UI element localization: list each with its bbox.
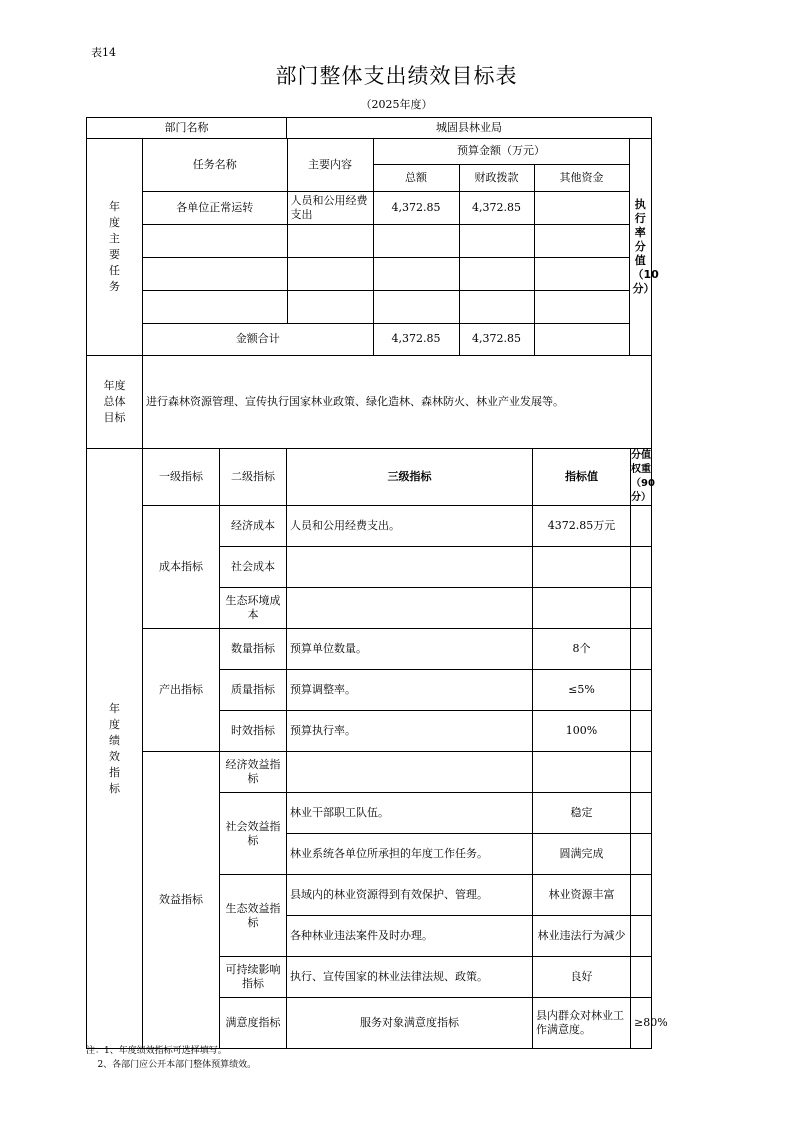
fiscal-year: （2025年度） [360, 98, 433, 111]
sum-total: 4,372.85 [373, 323, 459, 355]
benefit-indicator: 效益指标 [143, 752, 220, 1049]
task-name-header: 任务名称 [143, 139, 287, 191]
eco-env-cost: 生态环境成本 [220, 588, 287, 629]
social-cost: 社会成本 [220, 547, 287, 588]
page-title: 部门整体支出绩效目标表 [275, 64, 518, 88]
social-value-1: 稳定 [533, 793, 631, 834]
empty-cell [459, 224, 534, 257]
footnote: 注：1、年度绩效指标可选择填写。 [86, 1046, 227, 1056]
value-header: 指标值 [533, 449, 631, 506]
empty-cell [287, 547, 533, 588]
eco-benefit: 生态效益指标 [220, 875, 287, 957]
economic-cost-item: 人员和公用经费支出。 [287, 506, 533, 547]
dept-name: 城固县林业局 [287, 118, 652, 139]
other-header: 其他资金 [534, 164, 629, 191]
eco-item-2: 各种林业违法案件及时办理。 [287, 916, 533, 957]
footnotes [86, 1044, 256, 1072]
weight-cell [631, 506, 652, 547]
budget-header: 预算金额（万元） [373, 139, 629, 164]
weight-cell [631, 793, 652, 834]
level2-header: 二级指标 [220, 449, 287, 506]
weight-cell [631, 547, 652, 588]
empty-cell [287, 290, 373, 323]
level1-header: 一级指标 [143, 449, 220, 506]
overall-goal-label: 年度总体目标 [87, 356, 143, 449]
indicators-row-label: 年度绩效指标 [87, 449, 143, 1049]
content-header: 主要内容 [287, 139, 373, 191]
sum-other [534, 323, 629, 355]
empty-cell [534, 257, 629, 290]
weight-cell [631, 670, 652, 711]
weight-cell [631, 588, 652, 629]
sustainability-indicator: 可持续影响指标 [220, 957, 287, 998]
weight-cell [631, 834, 652, 875]
economic-benefit: 经济效益指标 [220, 752, 287, 793]
empty-cell [534, 290, 629, 323]
task-content: 人员和公用经费支出 [287, 191, 373, 224]
empty-cell [373, 290, 459, 323]
empty-cell [287, 588, 533, 629]
weight-cell [631, 752, 652, 793]
level3-header: 三级指标 [287, 449, 533, 506]
quantity-item: 预算单位数量。 [287, 629, 533, 670]
satisfaction-item: 县内群众对林业工作满意度。 [533, 998, 631, 1049]
timeliness-value: 100% [533, 711, 631, 752]
quantity-indicator: 数量指标 [220, 629, 287, 670]
performance-target-table [86, 117, 668, 1049]
dept-label: 部门名称 [87, 118, 287, 139]
empty-cell [459, 290, 534, 323]
social-item-1: 林业干部职工队伍。 [287, 793, 533, 834]
eco-item-1: 县域内的林业资源得到有效保护、管理。 [287, 875, 533, 916]
empty-cell [533, 752, 631, 793]
weight-cell [631, 875, 652, 916]
empty-cell [533, 588, 631, 629]
task-other [534, 191, 629, 224]
eco-value-2: 林业违法行为减少 [533, 916, 631, 957]
empty-cell [287, 224, 373, 257]
empty-cell [459, 257, 534, 290]
task-total: 4,372.85 [373, 191, 459, 224]
satisfaction-indicator: 满意度指标 [220, 998, 287, 1049]
empty-cell [373, 257, 459, 290]
task-fiscal: 4,372.85 [459, 191, 534, 224]
weight-header: 分值权重（90分） [631, 449, 652, 506]
service-satisfaction: 服务对象满意度指标 [287, 998, 533, 1049]
social-benefit: 社会效益指标 [220, 793, 287, 875]
economic-cost: 经济成本 [220, 506, 287, 547]
timeliness-indicator: 时效指标 [220, 711, 287, 752]
empty-cell [143, 290, 287, 323]
tasks-row-label: 年 度 主 要 任 务 [87, 139, 143, 356]
timeliness-item: 预算执行率。 [287, 711, 533, 752]
cost-indicator: 成本指标 [143, 506, 220, 629]
table-number: 表14 [91, 46, 116, 59]
sustainability-item: 执行、宣传国家的林业法律法规、政策。 [287, 957, 533, 998]
weight-cell [631, 916, 652, 957]
empty-cell [143, 224, 287, 257]
quality-item: 预算调整率。 [287, 670, 533, 711]
empty-cell [143, 257, 287, 290]
sum-label: 金额合计 [143, 323, 373, 355]
rate-score-label: 执行率分值（10分） [629, 139, 651, 355]
task-name: 各单位正常运转 [143, 191, 287, 224]
fiscal-header: 财政拨款 [459, 164, 534, 191]
total-header: 总额 [373, 164, 459, 191]
empty-cell [287, 752, 533, 793]
empty-cell [287, 257, 373, 290]
sum-fiscal: 4,372.85 [459, 323, 534, 355]
empty-cell [533, 547, 631, 588]
empty-cell [534, 224, 629, 257]
empty-cell [373, 224, 459, 257]
weight-cell [631, 629, 652, 670]
quantity-value: 8个 [533, 629, 631, 670]
weight-cell [631, 957, 652, 998]
quality-indicator: 质量指标 [220, 670, 287, 711]
social-value-2: 圆满完成 [533, 834, 631, 875]
quality-value: ≤5% [533, 670, 631, 711]
eco-value-1: 林业资源丰富 [533, 875, 631, 916]
footnote: 2、各部门应公开本部门整体预算绩效。 [86, 1060, 257, 1070]
output-indicator: 产出指标 [143, 629, 220, 752]
overall-goal-text: 进行森林资源管理、宣传执行国家林业政策、绿化造林、森林防火、林业产业发展等。 [143, 356, 652, 449]
tasks-table [143, 139, 659, 355]
weight-cell [631, 711, 652, 752]
social-item-2: 林业系统各单位所承担的年度工作任务。 [287, 834, 533, 875]
satisfaction-value: ≥80% [631, 998, 652, 1049]
sustainability-value: 良好 [533, 957, 631, 998]
economic-cost-value: 4372.85万元 [533, 506, 631, 547]
